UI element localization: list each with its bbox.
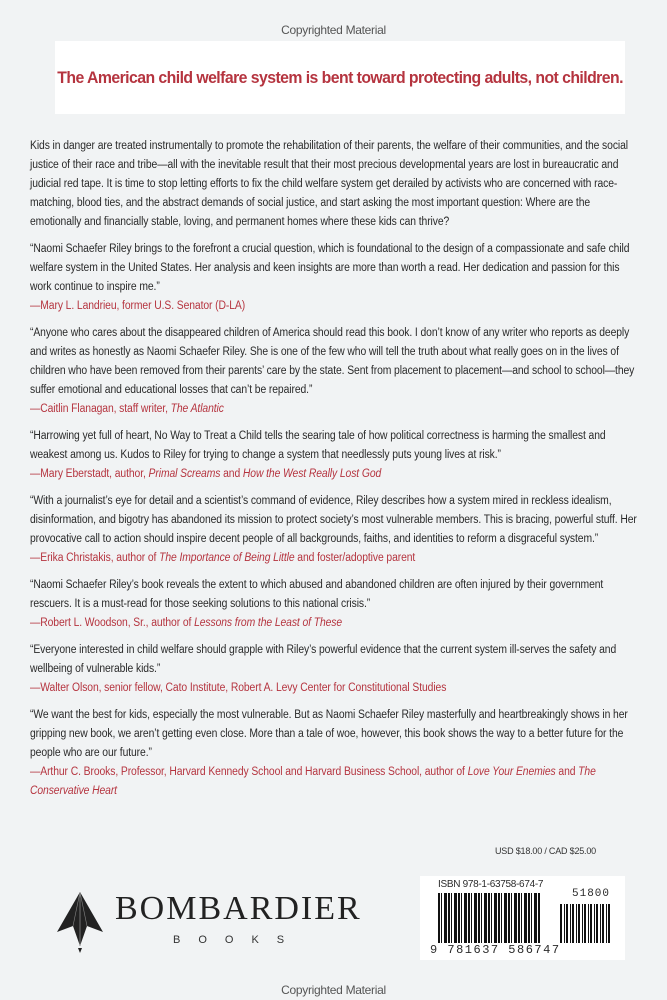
barcode	[420, 876, 625, 960]
endorsement-attribution	[30, 400, 642, 419]
isbn: ISBN 978-1-63758-674-7	[438, 879, 544, 890]
attribution-segment: —Arthur C. Brooks, Professor, Harvard Kennedy School and Harvard Business School, author of	[30, 766, 468, 778]
endorsement-text: “We want the best for kids, especially the most vulnerable. But as Naomi Schaefer Riley masterfully and heartbreakingly shows in her gripping new book, we aren’t getting even close. More than a tale of woe, however, this book shows the way to a better future for the people who are our future.”	[30, 709, 628, 759]
endorsement-text: “Naomi Schaefer Riley’s book reveals the extent to which abused and abandoned children are often injured by their government rescuers. It is a must-read for those seeking solutions to this national crisis.”	[30, 579, 604, 610]
attribution-segment: and	[220, 468, 243, 480]
endorsement-text: “Naomi Schaefer Riley brings to the forefront a crucial question, which is foundational to the design of a compassionate and safe child welfare system in the United States. Her analysis and keen insights are more than worth a read. Her dedication and passion for this work continue to inspire me.”	[30, 243, 630, 293]
endorsement-attribution	[30, 465, 642, 484]
paper-plane-icon	[55, 890, 105, 956]
attribution-segment: and	[555, 766, 579, 778]
price: USD $18.00 / CAD $25.00	[495, 846, 596, 856]
endorsement-attribution	[30, 679, 642, 698]
endorsement	[30, 706, 642, 801]
copyright-watermark-bottom: Copyrighted Material	[281, 983, 386, 997]
endorsements	[30, 240, 642, 801]
attribution-segment: The Atlantic	[170, 403, 224, 415]
addon-number: 51800	[572, 888, 611, 900]
endorsement-text: “Anyone who cares about the disappeared children of America should read this book. I don’t know of any writer who reports as deeply and writes as honestly as Naomi Schaefer Riley. She is one of the few who will tell the truth about what really goes on in the lives of children who have been removed from their parents’ care by the state. Sent from placement to placement—and school to school—they suffer emotional and educational losses that can’t be repaired.”	[30, 327, 635, 396]
copyright-watermark-top: Copyrighted Material	[281, 23, 386, 37]
tagline-banner	[55, 41, 625, 114]
attribution-segment: The Importance of Being Little	[159, 552, 295, 564]
attribution-segment: Primal Screams	[148, 468, 221, 480]
tagline: The American child welfare system is bent toward protecting adults, not children.	[57, 67, 623, 87]
endorsement	[30, 324, 642, 419]
endorsement-attribution	[30, 297, 642, 316]
attribution-segment: Love Your Enemies	[467, 766, 556, 778]
endorsement	[30, 240, 642, 316]
description: Kids in danger are treated instrumentally to promote the rehabilitation of their parents, the welfare of their communities, and the social justice of their race and tribe—all with the inevitable result that their most precious developmental years are lost in bureaucratic and judicial red tape. It is time to stop letting efforts to fix the child welfare system get derailed by activists who are concerned with race-matching, blood ties, and the abstract demands of social justice, and start asking the most important question: Where are the emotionally and financially stable, loving, and permanent homes where these kids can thrive?	[30, 140, 628, 228]
attribution-segment: —Walter Olson, senior fellow, Cato Institute, Robert A. Levy Center for Constitutional Studies	[30, 682, 447, 694]
attribution-segment: Lessons from the Least of These	[194, 617, 343, 629]
endorsement-attribution	[30, 614, 642, 633]
publisher-sub: BOOKS	[173, 934, 303, 946]
addon-bars	[560, 904, 612, 943]
attribution-segment: and foster/adoptive parent	[294, 552, 416, 564]
attribution-segment: The Conservative Heart	[30, 766, 596, 797]
attribution-segment: How the West Really Lost God	[242, 468, 382, 480]
attribution-segment: —Robert L. Woodson, Sr., author of	[30, 617, 195, 629]
endorsement-text: “With a journalist’s eye for detail and a scientist’s command of evidence, Riley describes how a system mired in reckless idealism, disinformation, and bigotry has abandoned its mission to protect society’s most vulnerable members. This is bracing, powerful stuff. Her provocative call to action should inspire decent people of all backgrounds, faiths, and identities to reform a disgraceful system.”	[30, 495, 637, 545]
publisher-logo	[55, 890, 362, 960]
endorsement-text: “Everyone interested in child welfare should grapple with Riley’s powerful evidence that the current system ill-serves the safety and wellbeing of vulnerable kids.”	[30, 644, 617, 675]
barcode-number: 9 781637 586747	[430, 943, 561, 957]
attribution-segment: —Caitlin Flanagan, staff writer,	[30, 403, 171, 415]
endorsement	[30, 641, 642, 698]
endorsement-attribution	[30, 549, 642, 568]
attribution-segment: —Erika Christakis, author of	[30, 552, 160, 564]
endorsement-attribution	[30, 763, 642, 801]
endorsement	[30, 492, 642, 568]
endorsement	[30, 576, 642, 633]
publisher-name: BOMBARDIER	[115, 890, 362, 927]
attribution-segment: —Mary Eberstadt, author,	[30, 468, 149, 480]
attribution-segment: —Mary L. Landrieu, former U.S. Senator (D-LA)	[30, 300, 246, 312]
barcode-bars	[438, 893, 540, 943]
endorsement-text: “Harrowing yet full of heart, No Way to Treat a Child tells the searing tale of how political correctness is harming the smallest and weakest among us. Kudos to Riley for trying to change a system that needlessly puts young lives at risk.”	[30, 430, 606, 461]
endorsement	[30, 427, 642, 484]
back-cover-content	[30, 137, 642, 809]
